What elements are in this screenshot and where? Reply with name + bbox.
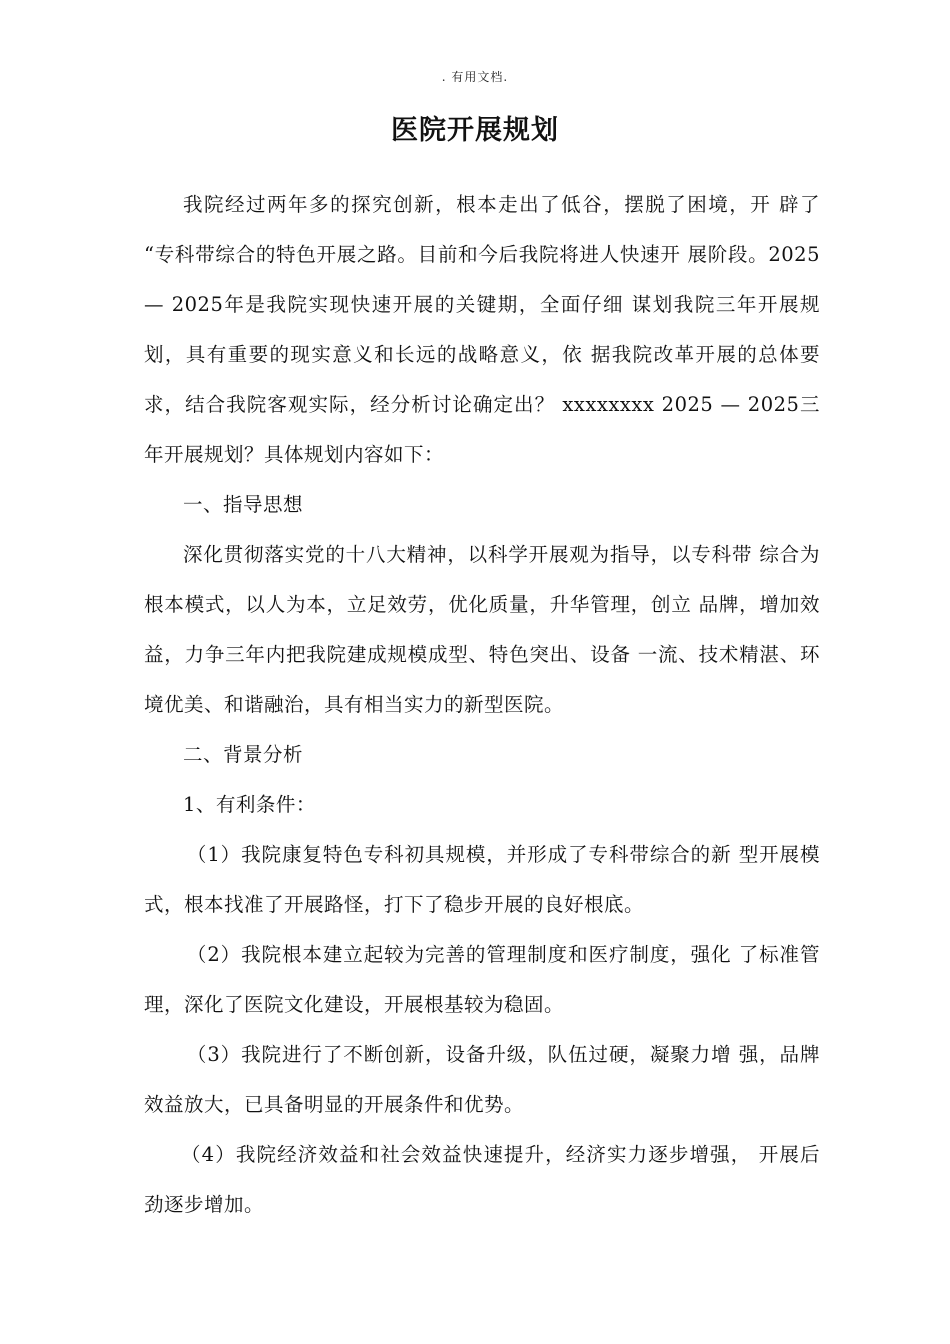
document-body — [144, 180, 820, 1230]
paragraph-intro: 我院经过两年多的探究创新，根本走出了低谷，摆脱了困境，开 辟了 “专科带综合的特色开展之路。目前和今后我院将进人快速开 展阶段。2025 — 2025年是我院实现快速开展的关键期，全面仔细 谋划我院三年开展规划，具有重要的现实意义和长远的战略意义，依 据我院改革开展的总体要求，结合我院客观实际，经分析讨论确定出？ xxxxxxxx 2025 — 2025三年开展规划？具体规划内容如下： — [144, 193, 820, 466]
subheading-favorable-conditions: 1、有利条件： — [183, 793, 316, 816]
section-heading-background-analysis: 二、背景分析 — [183, 743, 304, 766]
page-header-note: . 有用文档. — [441, 70, 509, 84]
document-title: 医院开展规划 — [391, 115, 559, 146]
section-heading-guiding-thought: 一、指导思想 — [183, 493, 304, 516]
paragraph-guiding-thought: 深化贯彻落实党的十八大精神，以科学开展观为指导，以专科带 综合为根本模式，以人为本，立足效劳，优化质量，升华管理，创立 品牌，增加效益，力争三年内把我院建成规模成型、特色突出、设备 一流、技术精湛、环境优美、和谐融治，具有相当实力的新型医院。 — [144, 543, 820, 716]
list-item-condition-2: （2）我院根本建立起较为完善的管理制度和医疗制度，强化 了标准管理，深化了医院文化建设，开展根基较为稳固。 — [144, 943, 820, 1016]
list-item-condition-1: （1）我院康复特色专科初具规模，并形成了专科带综合的新 型开展模式，根本找准了开展路怪，打下了稳步开展的良好根底。 — [144, 843, 820, 916]
list-item-condition-3: （3）我院进行了不断创新，设备升级，队伍过硬，凝聚力增 强，品牌效益放大，已具备明显的开展条件和优势。 — [144, 1043, 820, 1116]
list-item-condition-4: （4）我院经济效益和社会效益快速提升，经济实力逐步增强， 开展后劲逐步增加。 — [144, 1143, 820, 1216]
